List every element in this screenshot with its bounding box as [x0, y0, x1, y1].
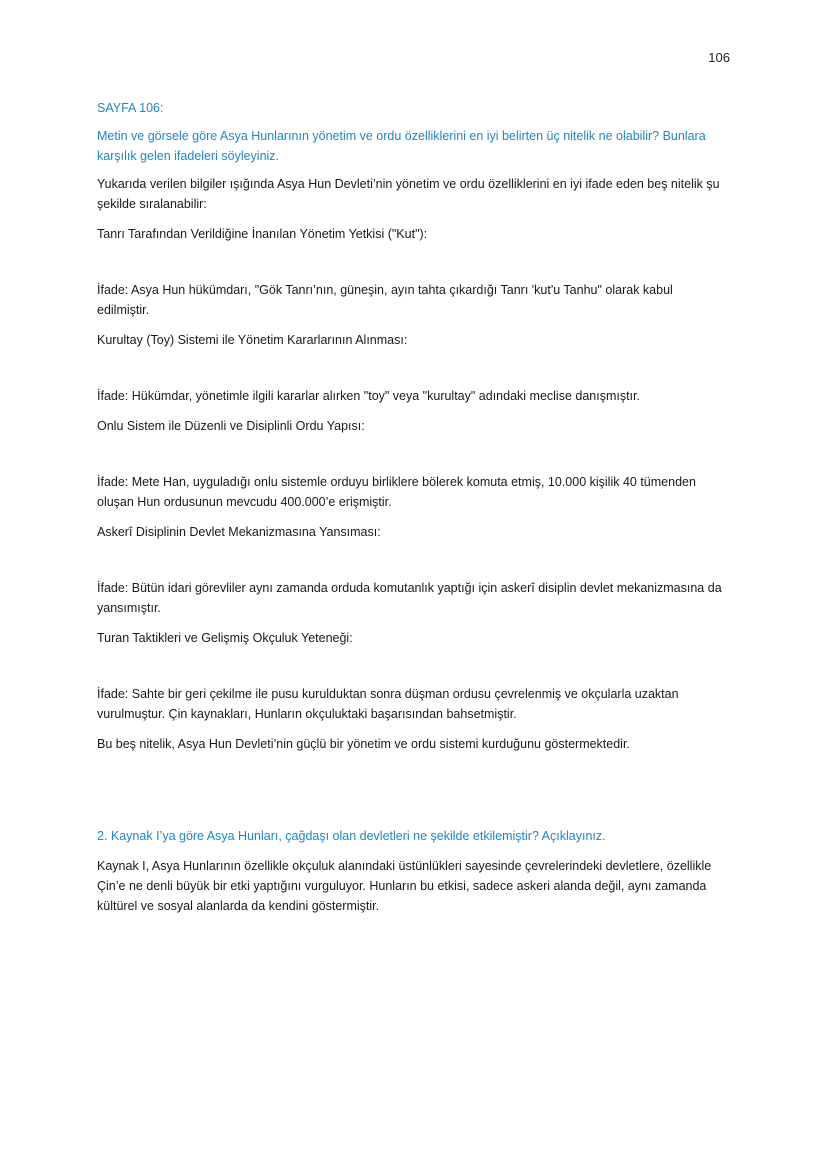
page-heading: SAYFA 106: — [97, 101, 164, 115]
intro-paragraph: Yukarıda verilen bilgiler ışığında Asya Hun Devleti’nin yönetim ve ordu özelliklerini en iyi ifade eden beş nitelik şu şekilde sıralanabilir: — [97, 177, 720, 211]
item-statement: İfade: Hükümdar, yönetimle ilgili kararlar alırken "toy" veya "kurultay" adındaki meclise danışmıştır. — [97, 389, 640, 403]
question-1: Metin ve görsele göre Asya Hunlarının yönetim ve ordu özelliklerini en iyi belirten üç nitelik ne olabilir? Bunlara karşılık gelen ifadeleri söyleyiniz. — [97, 129, 706, 163]
item-statement: İfade: Sahte bir geri çekilme ile pusu kurulduktan sonra düşman ordusu çevrelenmiş ve okçularla uzaktan vurulmuştur. Çin kaynakları, Hunların okçuluktaki başarısından bahsetmiştir. — [97, 687, 679, 721]
item-title: Tanrı Tarafından Verildiğine İnanılan Yönetim Yetkisi ("Kut"): — [97, 227, 428, 241]
page-number: 106 — [708, 50, 730, 65]
answer-2: Kaynak I, Asya Hunlarının özellikle okçuluk alanındaki üstünlükleri sayesinde çevrelerindeki devletlere, özellikle Çin’e ne denli büyük bir etki yaptığını vurguluyor. Hunların bu etkisi, sadece askeri alanda değil, aynı zamanda kültürel ve sosyal alanlarda da kendini göstermiştir. — [97, 859, 712, 913]
document-body — [97, 98, 727, 916]
item-statement: İfade: Mete Han, uyguladığı onlu sistemle orduyu birliklere bölerek komuta etmiş, 10.000 kişilik 40 tümenden oluşan Hun ordusunun mevcudu 400.000’e erişmiştir. — [97, 475, 696, 509]
item-title: Turan Taktikleri ve Gelişmiş Okçuluk Yeteneği: — [97, 631, 353, 645]
item-title: Onlu Sistem ile Düzenli ve Disiplinli Ordu Yapısı: — [97, 419, 365, 433]
item-statement: İfade: Bütün idari görevliler aynı zamanda orduda komutanlık yaptığı için askerî disiplin devlet mekanizmasına da yansımıştır. — [97, 581, 722, 615]
conclusion-paragraph: Bu beş nitelik, Asya Hun Devleti’nin güçlü bir yönetim ve ordu sistemi kurduğunu göstermektedir. — [97, 737, 630, 751]
item-statement: İfade: Asya Hun hükümdarı, "Gök Tanrı’nın, güneşin, ayın tahta çıkardığı Tanrı 'kut'u Tanhu" olarak kabul edilmiştir. — [97, 283, 673, 317]
item-title: Kurultay (Toy) Sistemi ile Yönetim Kararlarının Alınması: — [97, 333, 408, 347]
item-title: Askerî Disiplinin Devlet Mekanizmasına Yansıması: — [97, 525, 381, 539]
question-2: 2. Kaynak I’ya göre Asya Hunları, çağdaşı olan devletleri ne şekilde etkilemiştir? Açıklayınız. — [97, 829, 606, 843]
